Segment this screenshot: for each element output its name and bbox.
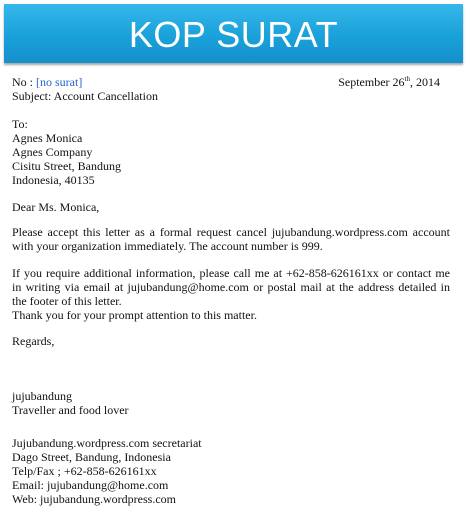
date-year: , 2014 xyxy=(410,75,440,89)
letter-date xyxy=(338,75,440,89)
letterhead-banner xyxy=(4,4,463,63)
to-label: To: xyxy=(12,117,28,131)
recipient-company: Agnes Company xyxy=(12,145,93,159)
closing: Regards, xyxy=(12,334,55,348)
subject-line: Subject: Account Cancellation xyxy=(12,89,158,103)
signature-name: jujubandung xyxy=(12,389,72,403)
date-day: September 26 xyxy=(338,75,405,89)
letter-number-value: [no surat] xyxy=(36,75,83,89)
footer-org: Jujubandung.wordpress.com secretariat xyxy=(12,436,202,450)
footer-address: Dago Street, Bandung, Indonesia xyxy=(12,450,171,464)
footer-telp: Telp/Fax ; +62-858-626161xx xyxy=(12,464,157,478)
signature-title: Traveller and food lover xyxy=(12,403,129,417)
footer-email: Email: jujubandung@home.com xyxy=(12,478,169,492)
paragraph-thanks: Thank you for your prompt attention to this matter. xyxy=(12,308,257,322)
letterhead-title: KOP SURAT xyxy=(128,14,339,55)
salutation: Dear Ms. Monica, xyxy=(12,200,100,214)
recipient-street: Cisitu Street, Bandung xyxy=(12,159,121,173)
recipient-name: Agnes Monica xyxy=(12,131,83,145)
date-suffix: th xyxy=(404,75,410,83)
letter-number xyxy=(12,75,82,89)
footer-web: Web: jujubandung.wordpress.com xyxy=(12,492,177,506)
letter-number-label: No : xyxy=(12,75,36,89)
paragraph-contact: If you require additional information, please call me at +62-858-626161xx or contact me in writing via email at jujubandung@home.com or postal mail at the address detailed in the footer of this letter. xyxy=(12,266,450,308)
recipient-country: Indonesia, 40135 xyxy=(12,173,95,187)
paragraph-request: Please accept this letter as a formal request cancel jujubandung.wordpress.com account with your organization immediately. The account number is 999. xyxy=(12,225,450,253)
